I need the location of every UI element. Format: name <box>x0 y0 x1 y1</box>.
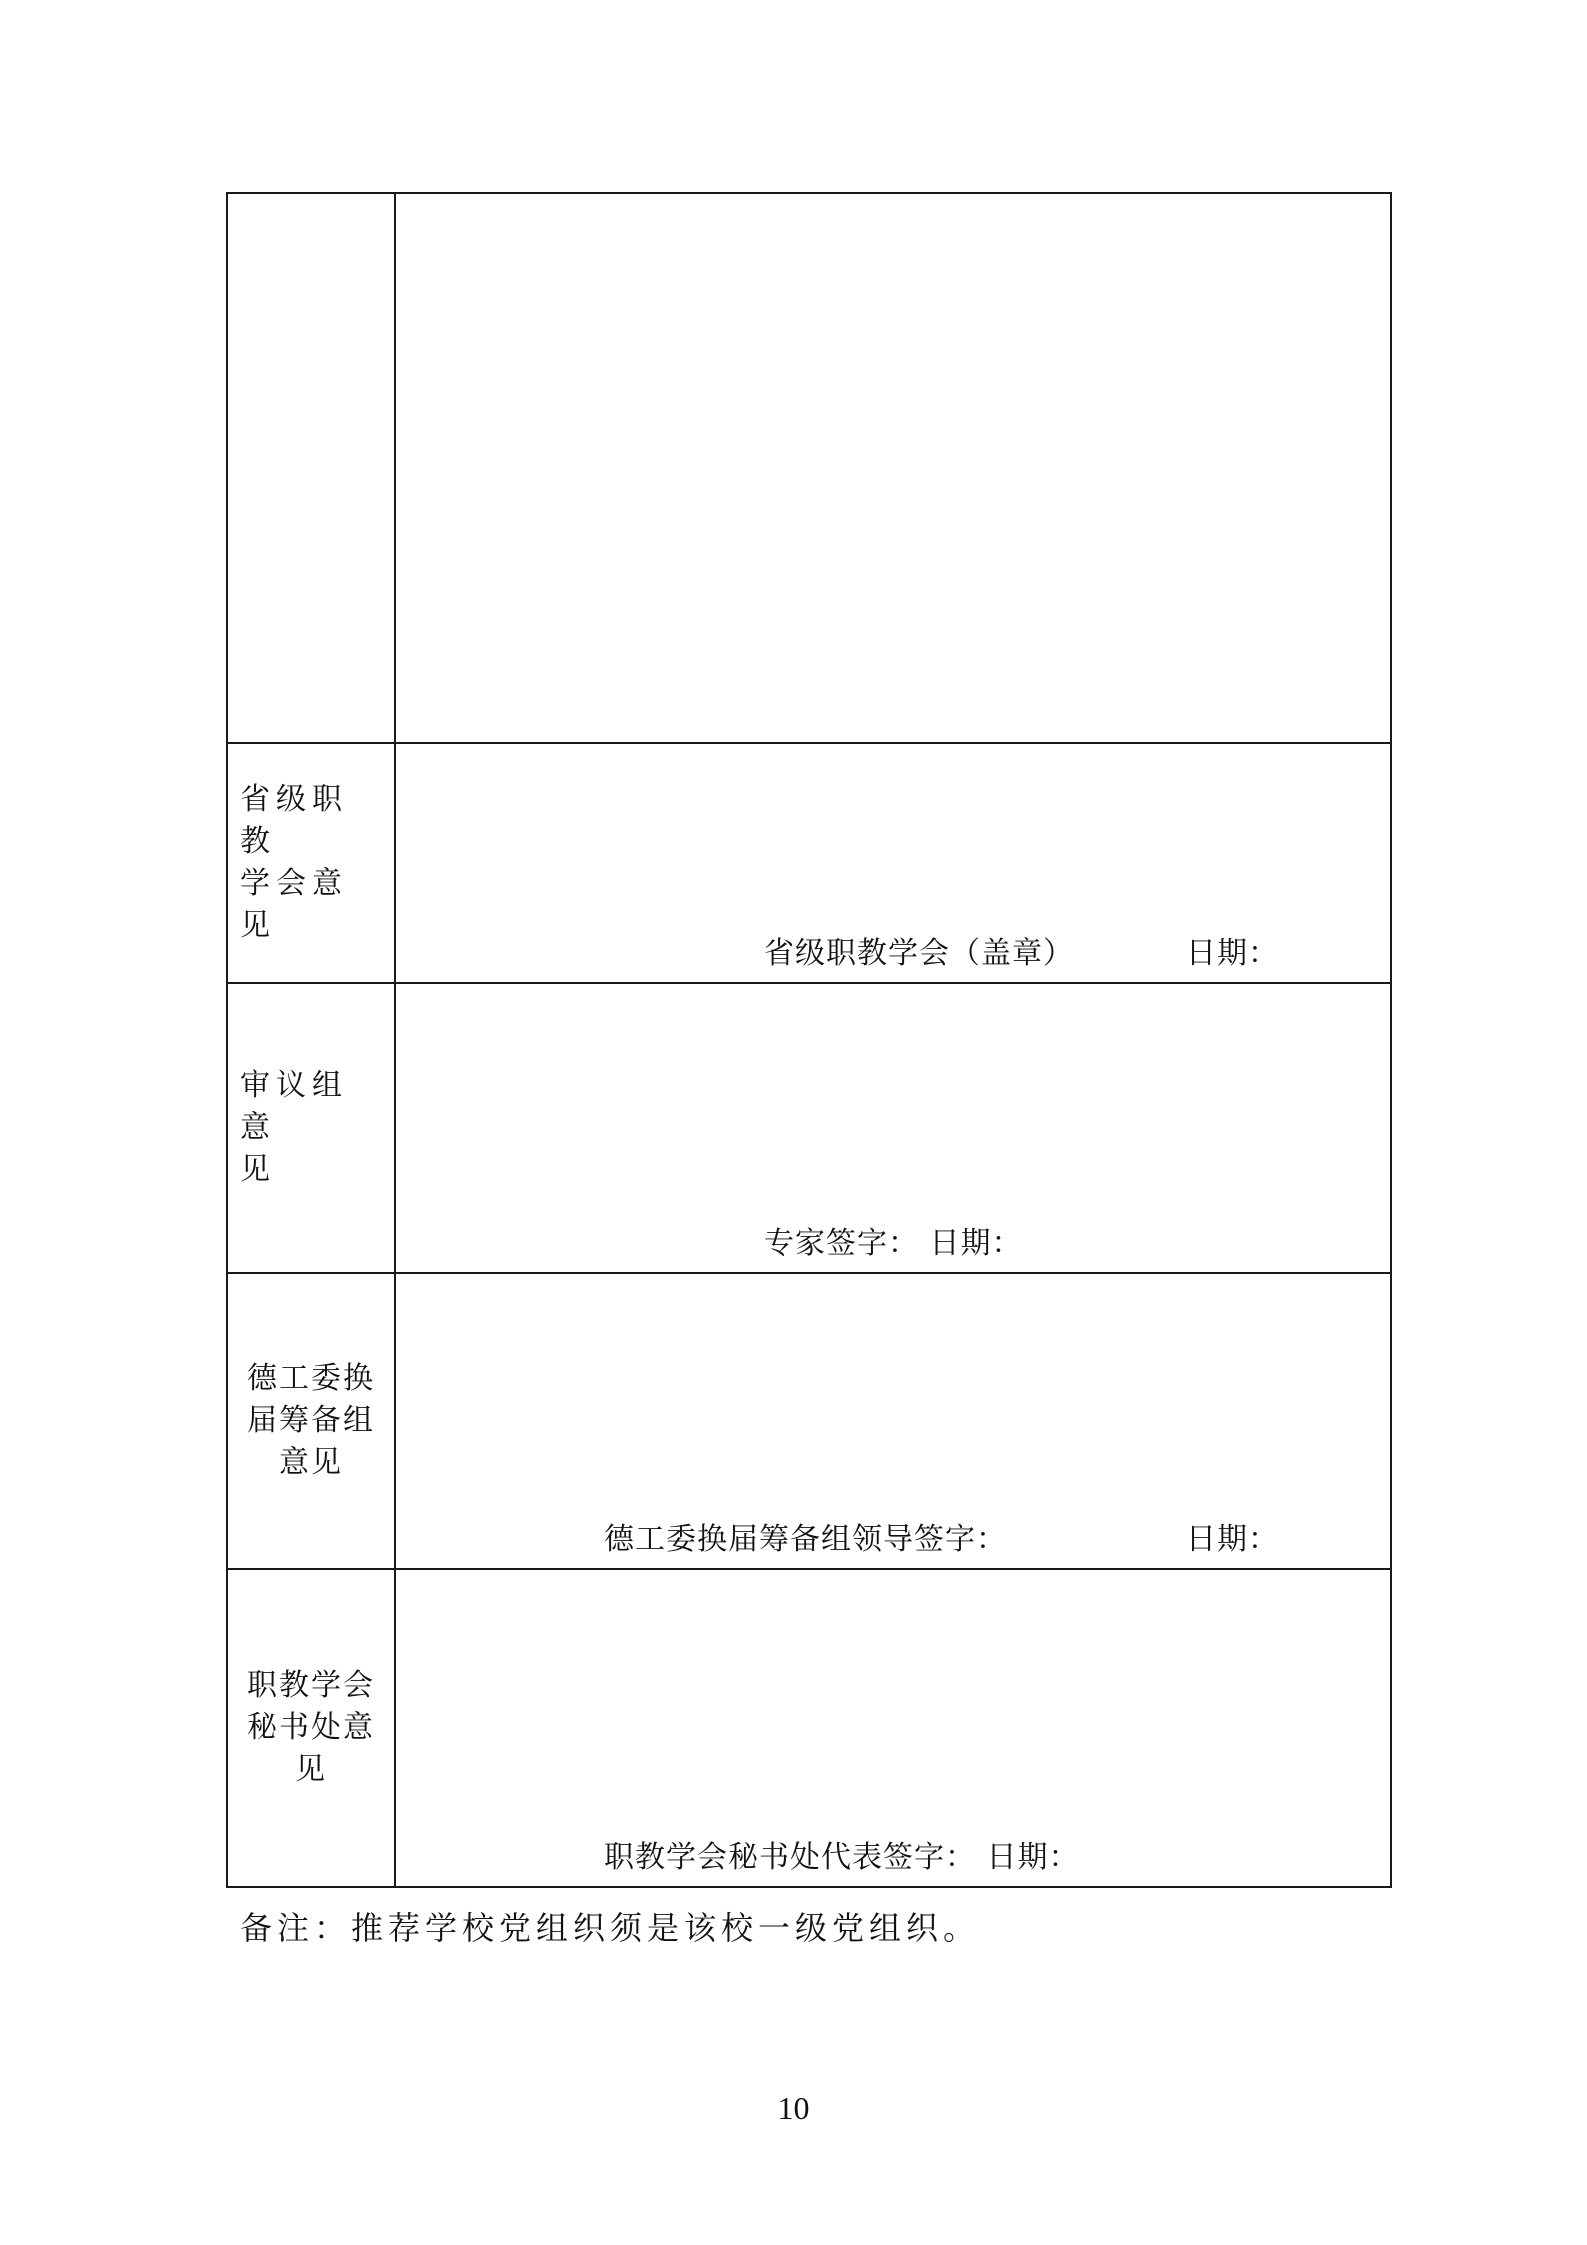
date-label: 日期： <box>1186 936 1279 971</box>
label-line: 见 <box>295 1752 327 1787</box>
label-line: 学会意见 <box>240 866 348 943</box>
row-label-secretariat <box>227 1569 395 1887</box>
row-content-provincial <box>395 743 1391 983</box>
row-content-review <box>395 983 1391 1273</box>
label-line: 见 <box>240 1152 276 1187</box>
row-content-empty <box>395 193 1391 743</box>
seal-label: 省级职教学会（盖章） <box>764 936 1074 971</box>
row-label-preparatory <box>227 1273 395 1569</box>
label-line: 审议组意 <box>240 1068 348 1145</box>
date-label: 日期： <box>1186 1522 1279 1557</box>
label-line: 秘书处意 <box>247 1710 375 1745</box>
form-row-blank <box>227 193 1391 743</box>
form-row-review-opinion <box>227 983 1391 1273</box>
label-line: 职教学会 <box>247 1668 375 1703</box>
label-line: 意见 <box>279 1445 343 1480</box>
footnote: 备注：推荐学校党组织须是该校一级党组织。 <box>240 1909 981 1947</box>
expert-signature-label: 专家签字： 日期： <box>764 1226 1023 1261</box>
row-content-secretariat <box>395 1569 1391 1887</box>
form-row-provincial-opinion <box>227 743 1391 983</box>
label-line: 届筹备组 <box>247 1403 375 1438</box>
row-label-review <box>227 983 395 1273</box>
label-line: 省级职教 <box>240 782 348 859</box>
label-line: 德工委换 <box>247 1361 375 1396</box>
page-number: 10 <box>777 2090 810 2126</box>
secretariat-signature-label: 职教学会秘书处代表签字： 日期： <box>604 1840 1080 1875</box>
row-label-provincial <box>227 743 395 983</box>
form-row-secretariat-opinion <box>227 1569 1391 1887</box>
approval-form-table <box>226 192 1392 1888</box>
form-row-preparatory-opinion <box>227 1273 1391 1569</box>
row-label-empty <box>227 193 395 743</box>
leader-signature-label: 德工委换届筹备组领导签字： <box>604 1522 1007 1557</box>
row-content-preparatory <box>395 1273 1391 1569</box>
